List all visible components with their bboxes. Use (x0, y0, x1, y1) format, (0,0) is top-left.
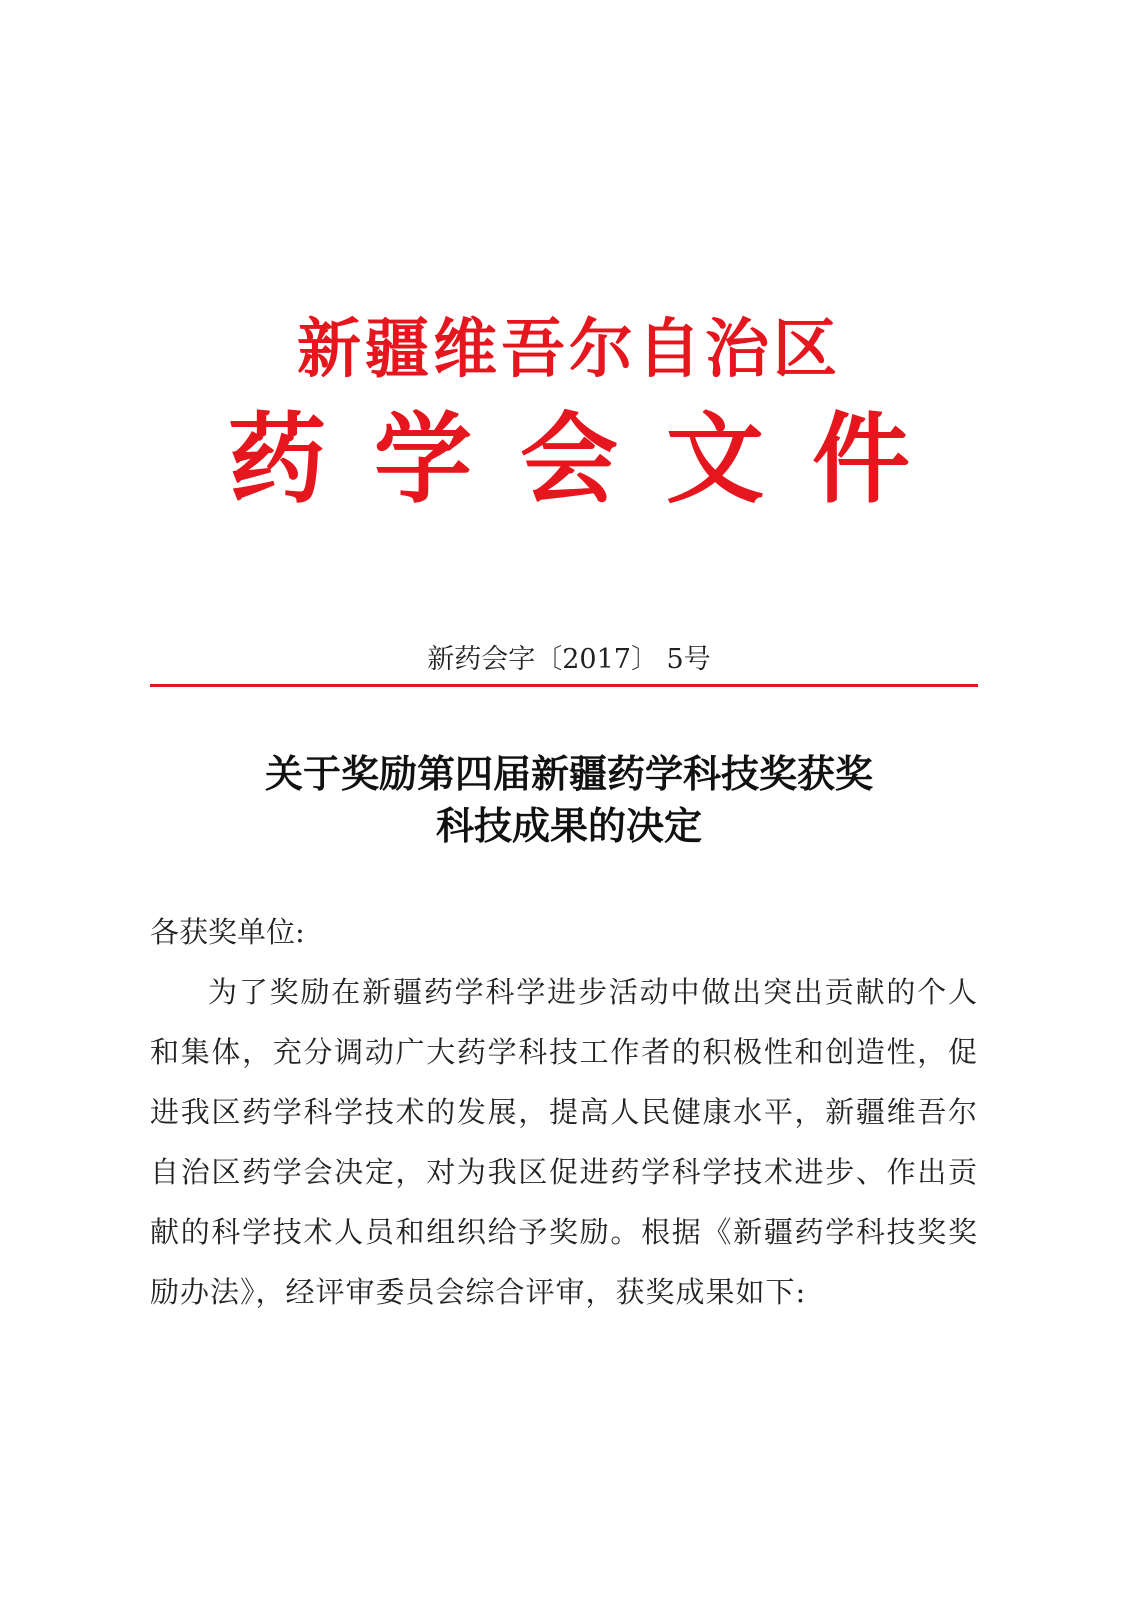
issuing-org-line1: 新疆维吾尔自治区 (297, 312, 841, 387)
salutation: 各获奖单位: (150, 915, 305, 949)
body-line: 献的科学技术人员和组织给予奖励。根据《新疆药学科技奖奖 (150, 1215, 978, 1249)
document-title-line1: 关于奖励第四届新疆药学科技奖获奖 (264, 751, 873, 796)
body-line: 励办法》，经评审委员会综合评审，获奖成果如下: (150, 1275, 807, 1309)
body-paragraph (150, 972, 978, 1332)
issuing-org-line2: 药学会文件 (227, 402, 958, 517)
red-divider (150, 684, 978, 687)
body-line: 进我区药学科学技术的发展，提高人民健康水平，新疆维吾尔 (150, 1095, 978, 1129)
document-title (0, 748, 1138, 852)
document-title-line2: 科技成果的决定 (435, 803, 702, 848)
document-number: 新药会字〔2017〕 5号 (427, 644, 711, 675)
body-line: 和集体，充分调动广大药学科技工作者的积极性和创造性，促 (150, 1035, 978, 1069)
body-line: 为了奖励在新疆药学科学进步活动中做出突出贡献的个人 (208, 975, 978, 1009)
body-line: 自治区药学会决定，对为我区促进药学科学技术进步、作出贡 (150, 1155, 978, 1189)
